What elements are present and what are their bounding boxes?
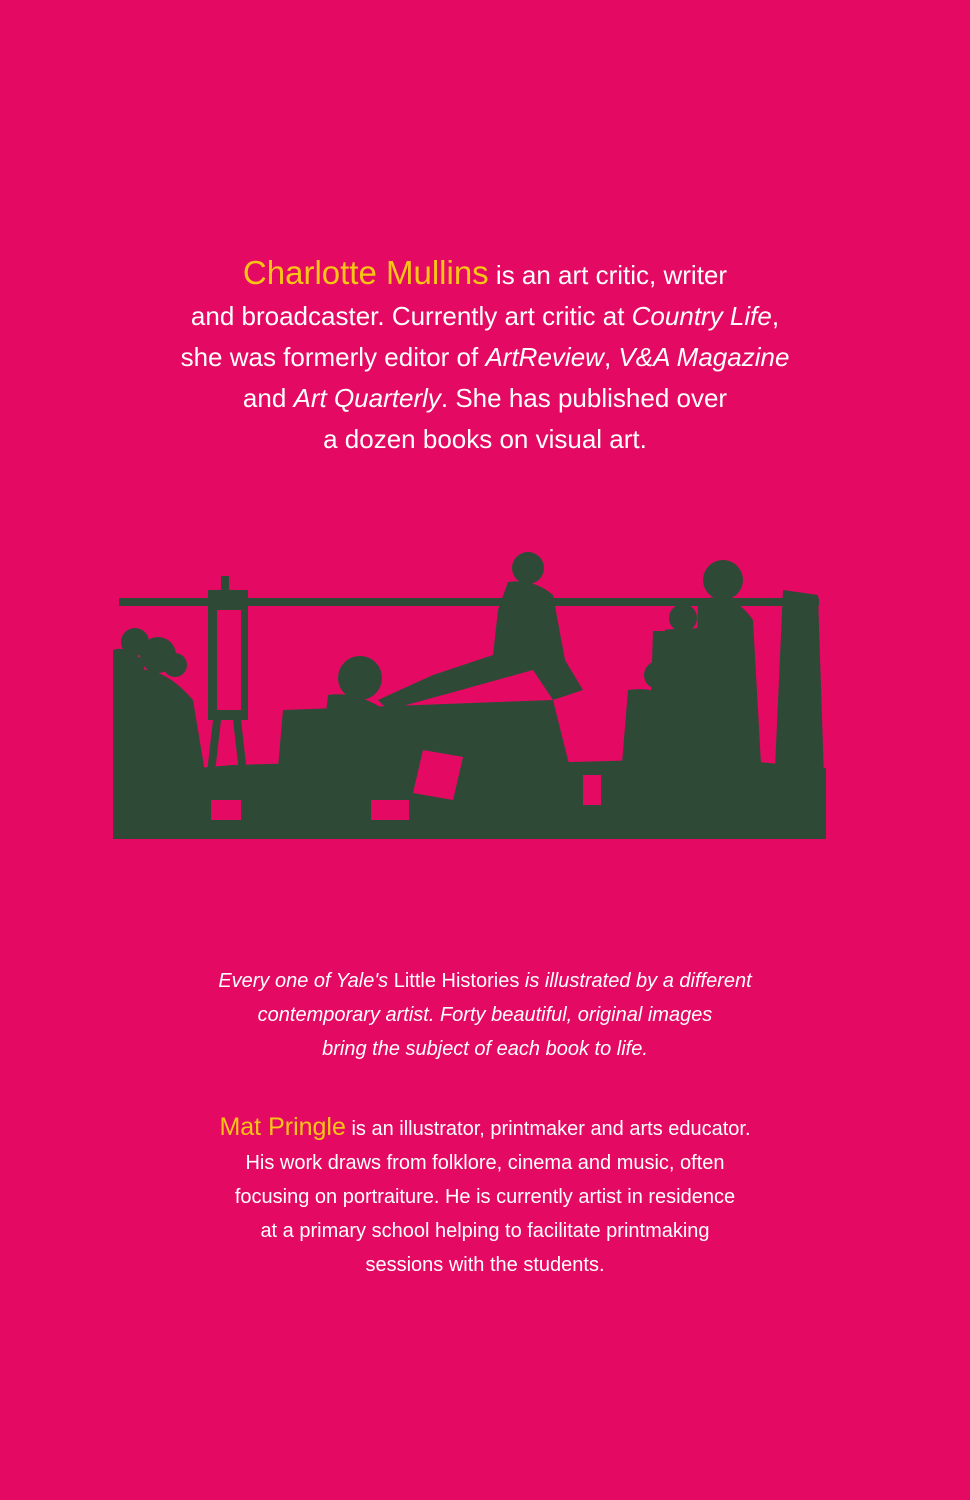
series-title: Little Histories <box>393 970 520 992</box>
publication-title: Country Life <box>631 301 772 331</box>
series-note-line: bring the subject of each book to life. <box>322 1038 648 1060</box>
author-bio-line: she was formerly editor of <box>180 342 486 372</box>
series-note-line: is illustrated by a different <box>519 970 752 992</box>
author-bio <box>100 252 870 460</box>
artist-bio-line: at a primary school helping to facilitate printmaking <box>260 1220 710 1242</box>
author-bio-line: and <box>242 383 294 413</box>
author-bio-intro: is an art critic, writer <box>488 260 728 290</box>
series-note-line: Every one of Yale's <box>218 970 394 992</box>
author-bio-line: . She has published over <box>440 383 728 413</box>
author-bio-line: and broadcaster. Currently art critic at <box>190 301 632 331</box>
life-drawing-woodcut-illustration <box>113 550 826 855</box>
series-note-line: contemporary artist. Forty beautiful, original images <box>257 1004 713 1026</box>
artist-bio-line: sessions with the students. <box>365 1254 605 1276</box>
author-name: Charlotte Mullins <box>242 254 489 291</box>
publication-title: V&A Magazine <box>618 342 790 372</box>
artist-bio-line: focusing on portraiture. He is currently artist in residence <box>234 1186 736 1208</box>
separator: , <box>603 342 619 372</box>
artist-bio <box>110 1110 860 1282</box>
series-note <box>110 964 860 1066</box>
publication-title: ArtReview <box>485 342 604 372</box>
artist-bio-line: His work draws from folklore, cinema and music, often <box>245 1152 725 1174</box>
author-bio-line: a dozen books on visual art. <box>323 424 647 454</box>
publication-title: Art Quarterly <box>293 383 441 413</box>
artist-name: Mat Pringle <box>219 1113 346 1141</box>
author-bio-line: , <box>771 301 780 331</box>
artist-bio-line: is an illustrator, printmaker and arts educator. <box>345 1118 751 1140</box>
